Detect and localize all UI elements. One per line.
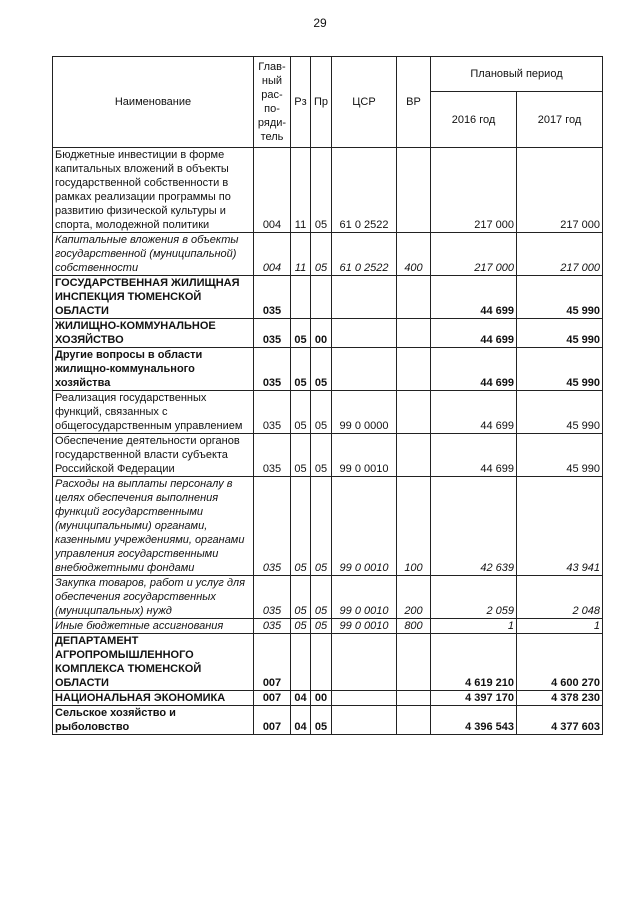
cell-name: НАЦИОНАЛЬНАЯ ЭКОНОМИКА <box>53 691 254 706</box>
table-row <box>53 391 603 434</box>
cell-vr <box>397 691 431 706</box>
cell-csr <box>332 276 397 319</box>
cell-2016: 2 059 <box>431 576 517 619</box>
cell-glav: 035 <box>254 576 291 619</box>
cell-pr: 05 <box>311 477 332 576</box>
cell-2016: 217 000 <box>431 233 517 276</box>
cell-rz: 11 <box>291 148 311 233</box>
cell-2017: 43 941 <box>517 477 603 576</box>
cell-pr: 05 <box>311 148 332 233</box>
cell-glav: 007 <box>254 706 291 735</box>
cell-2017: 1 <box>517 619 603 634</box>
cell-2017: 45 990 <box>517 348 603 391</box>
cell-2016: 44 699 <box>431 319 517 348</box>
cell-glav: 035 <box>254 319 291 348</box>
header-plan-period: Плановый период <box>431 57 603 92</box>
cell-csr: 99 0 0010 <box>332 619 397 634</box>
cell-pr: 05 <box>311 706 332 735</box>
cell-pr <box>311 276 332 319</box>
cell-glav: 035 <box>254 477 291 576</box>
cell-name: ДЕПАРТАМЕНТ АГРОПРОМЫШЛЕННОГО КОМПЛЕКСА ТЮМЕНСКОЙ ОБЛАСТИ <box>53 634 254 691</box>
header-csr: ЦСР <box>332 57 397 148</box>
cell-pr: 05 <box>311 576 332 619</box>
cell-glav: 035 <box>254 348 291 391</box>
cell-2017: 4 378 230 <box>517 691 603 706</box>
cell-name: Реализация государственных функций, связанных с общегосударственным управлением <box>53 391 254 434</box>
cell-csr: 99 0 0010 <box>332 576 397 619</box>
table-row <box>53 319 603 348</box>
cell-glav: 035 <box>254 391 291 434</box>
cell-csr: 99 0 0010 <box>332 434 397 477</box>
cell-2017: 2 048 <box>517 576 603 619</box>
cell-rz: 05 <box>291 619 311 634</box>
cell-vr: 200 <box>397 576 431 619</box>
cell-csr: 61 0 2522 <box>332 148 397 233</box>
cell-glav: 004 <box>254 148 291 233</box>
cell-name: Сельское хозяйство и рыболовство <box>53 706 254 735</box>
cell-pr: 05 <box>311 348 332 391</box>
cell-name: ЖИЛИЩНО-КОММУНАЛЬНОЕ ХОЗЯЙСТВО <box>53 319 254 348</box>
cell-2017: 45 990 <box>517 391 603 434</box>
cell-rz: 04 <box>291 706 311 735</box>
header-rz: Рз <box>291 57 311 148</box>
cell-glav: 035 <box>254 434 291 477</box>
header-pr: Пр <box>311 57 332 148</box>
table-row <box>53 348 603 391</box>
cell-vr: 800 <box>397 619 431 634</box>
cell-name: Другие вопросы в области жилищно-коммунального хозяйства <box>53 348 254 391</box>
table-row <box>53 691 603 706</box>
cell-pr <box>311 634 332 691</box>
table-row <box>53 706 603 735</box>
cell-pr: 05 <box>311 233 332 276</box>
cell-2017: 217 000 <box>517 233 603 276</box>
cell-vr <box>397 319 431 348</box>
cell-csr <box>332 706 397 735</box>
cell-glav: 007 <box>254 691 291 706</box>
cell-2017: 45 990 <box>517 319 603 348</box>
cell-rz: 05 <box>291 319 311 348</box>
cell-2016: 4 619 210 <box>431 634 517 691</box>
cell-pr: 05 <box>311 391 332 434</box>
cell-2016: 217 000 <box>431 148 517 233</box>
cell-vr <box>397 148 431 233</box>
table-row <box>53 434 603 477</box>
cell-csr <box>332 634 397 691</box>
cell-rz: 05 <box>291 576 311 619</box>
table-row <box>53 576 603 619</box>
table-row <box>53 233 603 276</box>
cell-2016: 4 397 170 <box>431 691 517 706</box>
cell-vr <box>397 706 431 735</box>
header-2017: 2017 год <box>517 92 603 148</box>
cell-2016: 4 396 543 <box>431 706 517 735</box>
header-vr: ВР <box>397 57 431 148</box>
cell-rz: 04 <box>291 691 311 706</box>
cell-csr: 61 0 2522 <box>332 233 397 276</box>
table-row <box>53 477 603 576</box>
cell-csr <box>332 691 397 706</box>
page-number: 29 <box>313 16 327 30</box>
cell-rz <box>291 276 311 319</box>
table-row <box>53 148 603 233</box>
table-row <box>53 619 603 634</box>
cell-rz: 05 <box>291 477 311 576</box>
cell-rz: 05 <box>291 434 311 477</box>
cell-csr: 99 0 0010 <box>332 477 397 576</box>
cell-csr <box>332 348 397 391</box>
cell-2016: 42 639 <box>431 477 517 576</box>
table-row <box>53 634 603 691</box>
cell-2016: 1 <box>431 619 517 634</box>
cell-glav: 007 <box>254 634 291 691</box>
cell-name: Иные бюджетные ассигнования <box>53 619 254 634</box>
cell-2016: 44 699 <box>431 434 517 477</box>
cell-pr: 00 <box>311 319 332 348</box>
cell-2017: 217 000 <box>517 148 603 233</box>
cell-2017: 45 990 <box>517 434 603 477</box>
header-name: Наименование <box>53 57 254 148</box>
cell-name: ГОСУДАРСТВЕННАЯ ЖИЛИЩНАЯ ИНСПЕКЦИЯ ТЮМЕНСКОЙ ОБЛАСТИ <box>53 276 254 319</box>
cell-name: Бюджетные инвестиции в форме капитальных вложений в объекты государственной собственности в рамках реализации программы по развитию физической культуры и спорта, молодежной политики <box>53 148 254 233</box>
cell-2016: 44 699 <box>431 276 517 319</box>
cell-rz: 05 <box>291 391 311 434</box>
cell-vr <box>397 434 431 477</box>
cell-2017: 4 377 603 <box>517 706 603 735</box>
cell-name: Обеспечение деятельности органов государственной власти субъекта Российской Федерации <box>53 434 254 477</box>
cell-vr: 400 <box>397 233 431 276</box>
cell-rz: 05 <box>291 348 311 391</box>
cell-pr: 05 <box>311 434 332 477</box>
cell-2016: 44 699 <box>431 391 517 434</box>
cell-2017: 4 600 270 <box>517 634 603 691</box>
cell-csr: 99 0 0000 <box>332 391 397 434</box>
cell-2017: 45 990 <box>517 276 603 319</box>
cell-pr: 00 <box>311 691 332 706</box>
cell-vr <box>397 634 431 691</box>
table-row <box>53 276 603 319</box>
cell-vr <box>397 391 431 434</box>
cell-glav: 035 <box>254 276 291 319</box>
table-body <box>53 148 603 735</box>
cell-glav: 035 <box>254 619 291 634</box>
header-row-1 <box>53 57 603 92</box>
cell-csr <box>332 319 397 348</box>
cell-vr: 100 <box>397 477 431 576</box>
header-2016: 2016 год <box>431 92 517 148</box>
cell-name: Расходы на выплаты персоналу в целях обеспечения выполнения функций государственными (муниципальными) органами, казенными учреждениями, органами управления государственными внебюджетными фондами <box>53 477 254 576</box>
cell-glav: 004 <box>254 233 291 276</box>
cell-rz: 11 <box>291 233 311 276</box>
cell-2016: 44 699 <box>431 348 517 391</box>
cell-name: Капитальные вложения в объекты государственной (муниципальной) собственности <box>53 233 254 276</box>
cell-vr <box>397 348 431 391</box>
cell-name: Закупка товаров, работ и услуг для обеспечения государственных (муниципальных) нужд <box>53 576 254 619</box>
cell-vr <box>397 276 431 319</box>
header-glav: Глав- ный рас- по- ряди- тель <box>254 57 291 148</box>
budget-table <box>52 56 603 735</box>
cell-rz <box>291 634 311 691</box>
cell-pr: 05 <box>311 619 332 634</box>
